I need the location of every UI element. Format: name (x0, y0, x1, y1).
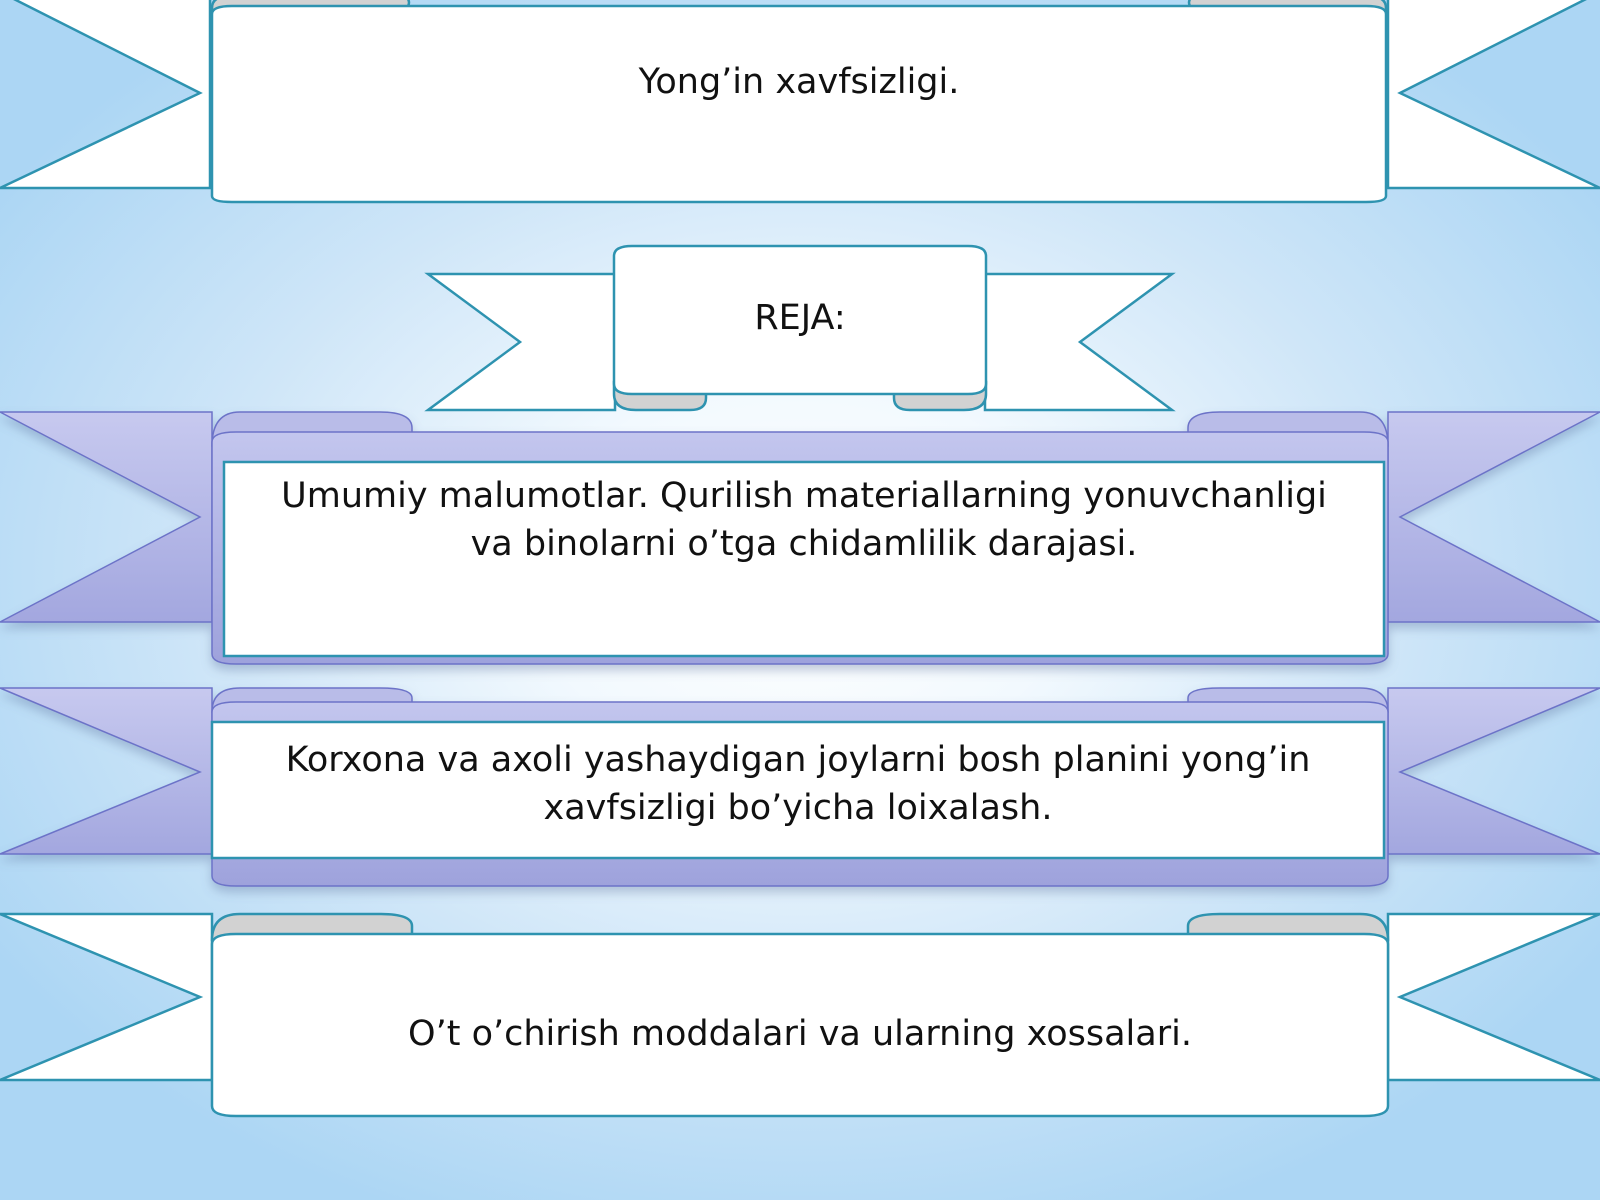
item-2-left-tail (0, 688, 212, 854)
item-1-right-tail (1388, 412, 1600, 622)
item-2-text (212, 736, 1384, 832)
title-banner-right-tail (1388, 0, 1600, 188)
title-label: Yong’in xavfsizligi. (638, 62, 960, 102)
plan-heading (614, 294, 986, 342)
item-1-text (224, 472, 1384, 568)
item-1-line-1: Umumiy malumotlar. Qurilish materiallarning yonuvchanligi (281, 476, 1327, 516)
title-text (212, 58, 1386, 106)
item-3-right-tail (1388, 914, 1600, 1080)
plan-banner-left-tail (428, 274, 615, 410)
title-banner-left-tail (0, 0, 210, 188)
plan-label: REJA: (754, 298, 846, 338)
item-2-line-2: xavfsizligi bo’yicha loixalash. (543, 788, 1053, 828)
plan-banner-right-tail (985, 274, 1172, 410)
item-3-left-tail (0, 914, 212, 1080)
item-1-line-2: va binolarni o’tga chidamlilik darajasi. (470, 524, 1138, 564)
item-2-right-tail (1388, 688, 1600, 854)
item-3-line-1: O’t o’chirish moddalari va ularning xossalari. (408, 1014, 1192, 1054)
item-3-text (212, 1010, 1388, 1058)
item-2-line-1: Korxona va axoli yashaydigan joylarni bosh planini yong’in (285, 740, 1311, 780)
item-1-left-tail (0, 412, 212, 622)
